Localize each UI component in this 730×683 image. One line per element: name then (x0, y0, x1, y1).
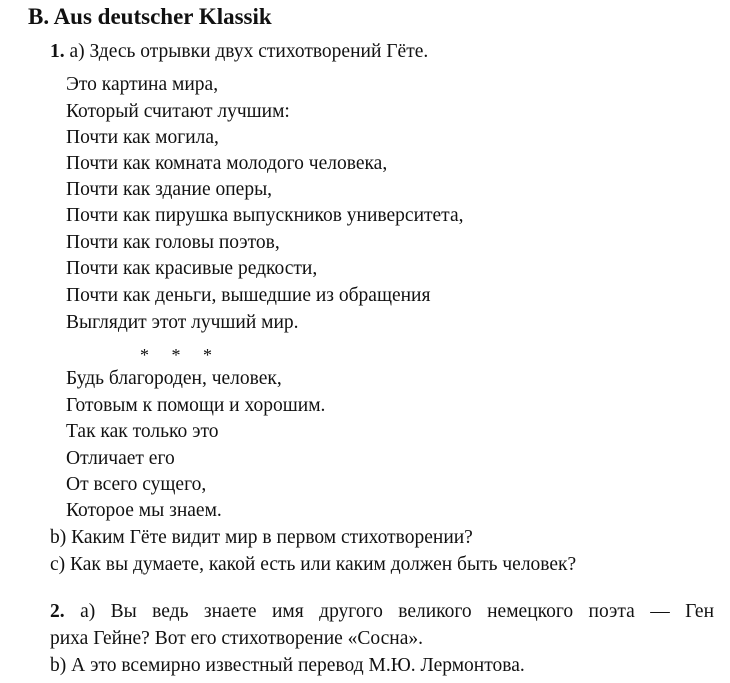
task-1-intro (50, 39, 428, 65)
section-heading: B. Aus deutscher Klassik (28, 4, 272, 29)
poem-1-line: Который считают лучшим: (66, 101, 290, 122)
poem-1-line: Почти как красивые редкости, (66, 258, 318, 279)
task-1-number: 1. (50, 41, 65, 62)
poem-2-line: От всего сущего, (66, 474, 207, 495)
poem-1-line: Почти как могила, (66, 127, 219, 148)
poem-1-line: Почти как головы поэтов, (66, 232, 280, 253)
poem-2-line: Которое мы знаем. (66, 500, 222, 521)
poem-1-line: Почти как комната молодого человека, (66, 153, 388, 174)
poem-2-line: Готовым к помощи и хорошим. (66, 395, 326, 416)
poem-1-line: Это картина мира, (66, 74, 219, 95)
task-2-number: 2. (50, 601, 65, 622)
poem-1-line: Почти как пирушка выпускников университета, (66, 205, 464, 226)
task-2-line (50, 599, 714, 625)
task-1-question-b: b) Каким Гёте видит мир в первом стихотворении? (50, 527, 473, 548)
task-2-line: b) А это всемирно известный перевод М.Ю. Лермонтова. (50, 655, 525, 676)
task-1-intro-text: а) Здесь отрывки двух стихотворений Гёте. (69, 41, 429, 62)
poem-2-line: Отличает его (66, 448, 175, 469)
task-1-question-c: c) Как вы думаете, какой есть или каким должен быть человек? (50, 554, 577, 575)
poem-separator: * * * (140, 345, 221, 365)
poem-1-line: Почти как деньги, вышедшие из обращения (66, 285, 431, 306)
poem-1-line: Почти как здание оперы, (66, 179, 273, 200)
task-2-line-1-text: а) Вы ведь знаете имя другого великого немецкого поэта — Ген (80, 601, 715, 622)
poem-1-line: Выглядит этот лучший мир. (66, 312, 299, 333)
task-2-line: риха Гейне? Вот его стихотворение «Сосна». (50, 628, 424, 649)
poem-2-line: Будь благороден, человек, (66, 368, 282, 389)
poem-2-line: Так как только это (66, 421, 219, 442)
